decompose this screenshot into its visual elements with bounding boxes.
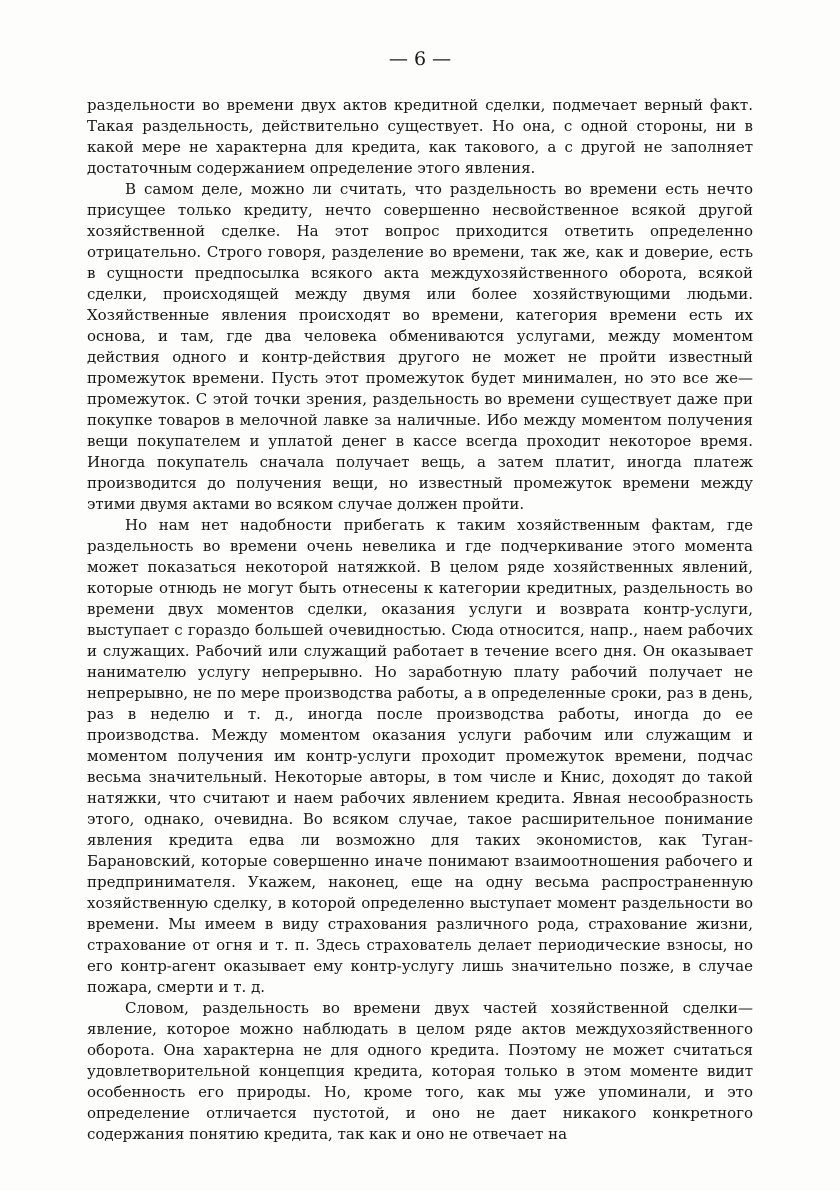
paragraph-1: раздельности во времени двух актов кредитной сделки, подмечает верный факт. Такая раздельность, действительно существует. Но она, с одной стороны, ни в какой мере не характерна для кредита, как такового, а с другой не заполняет достаточным содержанием определение этого явления.: [87, 96, 753, 177]
body-text: [87, 95, 753, 1145]
paragraph-2: В самом деле, можно ли считать, что раздельность во времени есть нечто присущее только кредиту, нечто совершенно несвойственное всякой другой хозяйственной сделке. На этот вопрос приходится ответить определенно отрицательно. Строго говоря, разделение во времени, так же, как и доверие, есть в сущности предпосылка всякого акта междухозяйственного оборота, всякой сделки, происходящей между двумя или более хозяйствующими людьми. Хозяйственные явления происходят во времени, категория времени есть их основа, и там, где два человека обмениваются услугами, между моментом действия одного и контр-действия другого не может не пройти известный промежуток времени. Пусть этот промежуток будет минимален, но это все же—промежуток. С этой точки зрения, раздельность во времени существует даже при покупке товаров в мелочной лавке за наличные. Ибо между моментом получения вещи покупателем и уплатой денег в кассе всегда проходит некоторое время. Иногда покупатель сначала получает вещь, а затем платит, иногда платеж производится до получения вещи, но известный промежуток времени между этими двумя актами во всяком случае должен пройти.: [87, 180, 753, 513]
paragraph-4: Словом, раздельность во времени двух частей хозяйственной сделки—явление, которое можно наблюдать в целом ряде актов междухозяйственного оборота. Она характерна не для одного кредита. Поэтому не может считаться удовлетворительной концепция кредита, которая только в этом моменте видит особенность его природы. Но, кроме того, как мы уже упоминали, и это определение отличается пустотой, и оно не дает никакого конкретного содержания понятию кредита, так как и оно не отвечает на: [87, 999, 753, 1143]
paragraph-3: Но нам нет надобности прибегать к таким хозяйственным фактам, где раздельность во времени очень невелика и где подчеркивание этого момента может показаться некоторой натяжкой. В целом ряде хозяйственных явлений, которые отнюдь не могут быть отнесены к категории кредитных, раздельность во времени двух моментов сделки, оказания услуги и возврата контр-услуги, выступает с гораздо большей очевидностью. Сюда относится, напр., наем рабочих и служащих. Рабочий или служащий работает в течение всего дня. Он оказывает нанимателю услугу непрерывно. Но заработную плату рабочий получает не непрерывно, не по мере производства работы, а в определенные сроки, раз в день, раз в неделю и т. д., иногда после производства работы, иногда до ее производства. Между моментом оказания услуги рабочим или служащим и моментом получения им контр-услуги проходит промежуток времени, подчас весьма значительный. Некоторые авторы, в том числе и Книс, доходят до такой натяжки, что считают и наем рабочих явлением кредита. Явная несообразность этого, однако, очевидна. Во всяком случае, такое расширительное понимание явления кредита едва ли возможно для таких экономистов, как Туган-Барановский, которые совершенно иначе понимают взаимоотношения рабочего и предпринимателя. Укажем, наконец, еще на одну весьма распространенную хозяйственную сделку, в которой определенно выступает момент раздельности во времени. Мы имеем в виду страхования различного рода, страхование жизни, страхование от огня и т. п. Здесь страхователь делает периодические взносы, но его контр-агент оказывает ему контр-услугу лишь значительно позже, в случае пожара, смерти и т. д.: [87, 516, 753, 996]
page-number: — 6 —: [388, 48, 452, 70]
